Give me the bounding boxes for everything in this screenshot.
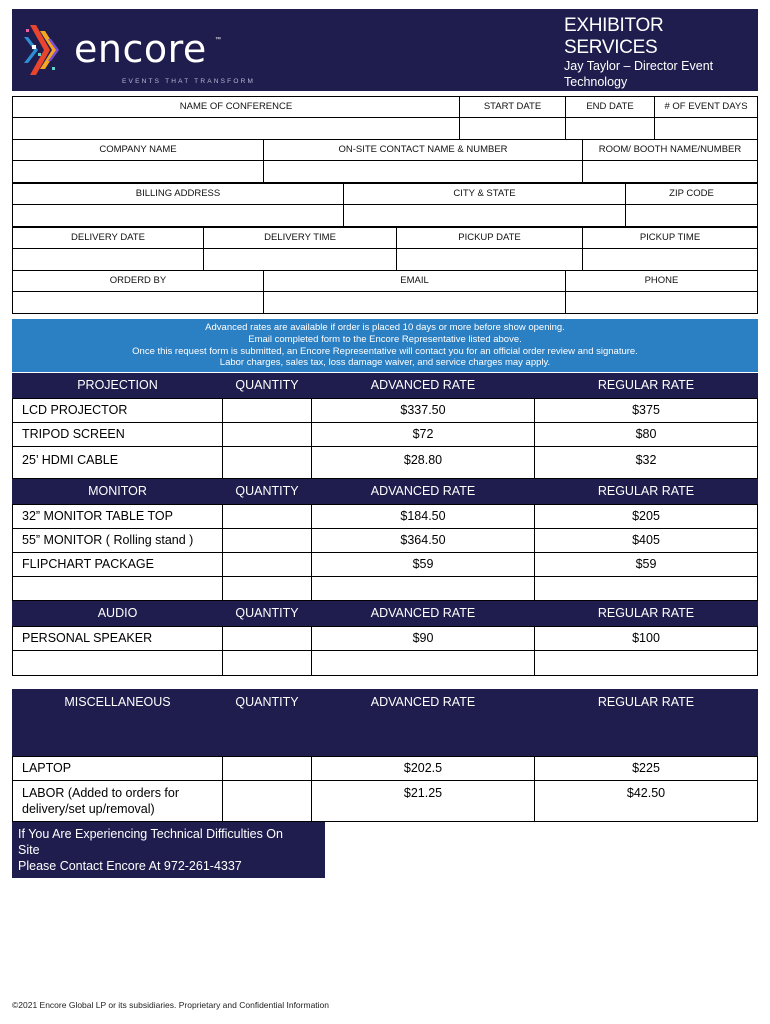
item-name: [12, 780, 223, 822]
contact-name: Jay Taylor – Director Event: [564, 59, 714, 73]
input-billing-address[interactable]: [12, 204, 344, 227]
col-regular-rate: REGULAR RATE: [534, 479, 758, 504]
table-row: [12, 552, 758, 577]
notice-line-2: Email completed form to the Encore Representative listed above.: [248, 333, 522, 345]
contact-email[interactable]: Jay.taylor@encoreglobal.com: [564, 90, 728, 104]
input-company-name[interactable]: [12, 160, 264, 183]
advanced-rate-value: $21.25: [311, 780, 535, 822]
table-row: [12, 626, 758, 651]
quantity-input[interactable]: [222, 504, 312, 529]
advanced-rate-value: $72: [311, 422, 535, 447]
item-name-empty[interactable]: [12, 650, 223, 676]
section-title-miscellaneous: MISCELLANEOUS: [12, 689, 223, 757]
input-pickup-date[interactable]: [396, 248, 583, 271]
label-start-date: START DATE: [459, 96, 566, 118]
quantity-input[interactable]: [222, 780, 312, 822]
label-company-name: COMPANY NAME: [12, 139, 264, 161]
input-event-days[interactable]: [654, 117, 758, 140]
table-header-row: [12, 689, 758, 757]
advanced-rate-value: $202.5: [311, 756, 535, 781]
advanced-rate-value: $28.80: [311, 446, 535, 479]
input-name-of-conference[interactable]: [12, 117, 460, 140]
section-title-audio: AUDIO: [12, 601, 223, 626]
quantity-input[interactable]: [222, 756, 312, 781]
notice-line-4: Labor charges, sales tax, loss damage waiver, and service charges may apply.: [219, 357, 551, 369]
regular-rate-value: $59: [534, 552, 758, 577]
quantity-input[interactable]: [222, 626, 312, 651]
col-quantity: QUANTITY: [222, 689, 312, 757]
input-ordered-by[interactable]: [12, 291, 264, 314]
brand-tagline: EVENTS THAT TRANSFORM: [122, 78, 256, 85]
quantity-input[interactable]: [222, 552, 312, 577]
support-line-1: If You Are Experiencing Technical Difficulties On: [18, 827, 283, 841]
label-city-state: CITY & STATE: [343, 183, 626, 205]
quantity-input[interactable]: [222, 446, 312, 479]
item-name: LCD PROJECTOR: [12, 398, 223, 423]
item-name: 25’ HDMI CABLE: [12, 446, 223, 479]
header-banner: [12, 9, 758, 104]
col-advanced-rate: ADVANCED RATE: [311, 689, 535, 757]
item-name-line-1: LABOR (Added to orders for: [22, 786, 180, 800]
table-header-row: [12, 479, 758, 504]
advanced-rate-empty: [311, 576, 535, 601]
label-end-date: END DATE: [565, 96, 655, 118]
table-row: [12, 528, 758, 553]
table-header-row: [12, 373, 758, 398]
technical-support-box: [12, 822, 325, 878]
table-row: [12, 756, 758, 781]
label-room-booth: ROOM/ BOOTH NAME/NUMBER: [582, 139, 758, 161]
col-advanced-rate: ADVANCED RATE: [311, 601, 535, 626]
brand-name: encore: [74, 27, 207, 71]
item-name-line-2: delivery/set up/removal): [22, 802, 155, 816]
regular-rate-value: $42.50: [534, 780, 758, 822]
input-city-state[interactable]: [343, 204, 626, 227]
item-name: LAPTOP: [12, 756, 223, 781]
quantity-input[interactable]: [222, 528, 312, 553]
table-row: [12, 398, 758, 423]
regular-rate-value: $80: [534, 422, 758, 447]
input-email[interactable]: [263, 291, 566, 314]
input-zip-code[interactable]: [625, 204, 758, 227]
encore-logo: [22, 23, 262, 87]
notice-line-3: Once this request form is submitted, an Encore Representative will contact you for an official order review and signature.: [132, 345, 638, 357]
encore-logo-icon: [22, 23, 72, 77]
input-pickup-time[interactable]: [582, 248, 758, 271]
item-name-empty[interactable]: [12, 576, 223, 601]
col-advanced-rate: ADVANCED RATE: [311, 479, 535, 504]
col-quantity: QUANTITY: [222, 601, 312, 626]
col-regular-rate: REGULAR RATE: [534, 373, 758, 398]
label-delivery-date: DELIVERY DATE: [12, 227, 204, 249]
label-email: EMAIL: [263, 270, 566, 292]
input-room-booth[interactable]: [582, 160, 758, 183]
label-delivery-time: DELIVERY TIME: [203, 227, 397, 249]
regular-rate-value: $205: [534, 504, 758, 529]
table-row-empty: [12, 650, 758, 676]
item-name: FLIPCHART PACKAGE: [12, 552, 223, 577]
item-name: PERSONAL SPEAKER: [12, 626, 223, 651]
section-title-projection: PROJECTION: [12, 373, 223, 398]
table-header-row: [12, 601, 758, 626]
advanced-rate-value: $337.50: [311, 398, 535, 423]
regular-rate-empty: [534, 650, 758, 676]
input-end-date[interactable]: [565, 117, 655, 140]
footer-copyright: ©2021 Encore Global LP or its subsidiaries. Proprietary and Confidential Information: [12, 1000, 329, 1010]
header-contact-block: [564, 15, 754, 106]
regular-rate-empty: [534, 576, 758, 601]
quantity-input[interactable]: [222, 650, 312, 676]
advanced-rate-value: $59: [311, 552, 535, 577]
table-row: [12, 422, 758, 447]
input-phone[interactable]: [565, 291, 758, 314]
table-row-empty: [12, 576, 758, 601]
col-advanced-rate: ADVANCED RATE: [311, 373, 535, 398]
advanced-rate-value: $90: [311, 626, 535, 651]
advanced-rates-notice: [12, 319, 758, 372]
label-name-of-conference: NAME OF CONFERENCE: [12, 96, 460, 118]
input-delivery-time[interactable]: [203, 248, 397, 271]
page-title: EXHIBITOR SERVICES: [564, 15, 664, 58]
contact-role: Technology: [564, 74, 628, 89]
support-phone[interactable]: Please Contact Encore At 972-261-4337: [18, 859, 242, 873]
label-pickup-date: PICKUP DATE: [396, 227, 583, 249]
support-line-2: Site: [18, 843, 40, 857]
brand-trademark: ™: [215, 37, 221, 43]
input-delivery-date[interactable]: [12, 248, 204, 271]
label-onsite-contact: ON-SITE CONTACT NAME & NUMBER: [263, 139, 583, 161]
item-name: 32” MONITOR TABLE TOP: [12, 504, 223, 529]
table-row: [12, 780, 758, 822]
regular-rate-value: $100: [534, 626, 758, 651]
advanced-rate-value: $364.50: [311, 528, 535, 553]
label-billing-address: BILLING ADDRESS: [12, 183, 344, 205]
label-zip-code: ZIP CODE: [625, 183, 758, 205]
table-row: [12, 504, 758, 529]
item-name: TRIPOD SCREEN: [12, 422, 223, 447]
item-name: 55” MONITOR ( Rolling stand ): [12, 528, 223, 553]
regular-rate-value: $375: [534, 398, 758, 423]
notice-line-1: Advanced rates are available if order is placed 10 days or more before show opening.: [205, 322, 565, 333]
input-start-date[interactable]: [459, 117, 566, 140]
regular-rate-value: $225: [534, 756, 758, 781]
regular-rate-value: $32: [534, 446, 758, 479]
label-event-days: # OF EVENT DAYS: [654, 96, 758, 118]
advanced-rate-empty: [311, 650, 535, 676]
quantity-input[interactable]: [222, 422, 312, 447]
label-phone: PHONE: [565, 270, 758, 292]
table-row: [12, 446, 758, 479]
label-ordered-by: ORDERD BY: [12, 270, 264, 292]
regular-rate-value: $405: [534, 528, 758, 553]
input-onsite-contact[interactable]: [263, 160, 583, 183]
advanced-rate-value: $184.50: [311, 504, 535, 529]
section-title-monitor: MONITOR: [12, 479, 223, 504]
quantity-input[interactable]: [222, 576, 312, 601]
col-quantity: QUANTITY: [222, 373, 312, 398]
col-quantity: QUANTITY: [222, 479, 312, 504]
col-regular-rate: REGULAR RATE: [534, 601, 758, 626]
col-regular-rate: REGULAR RATE: [534, 689, 758, 757]
quantity-input[interactable]: [222, 398, 312, 423]
label-pickup-time: PICKUP TIME: [582, 227, 758, 249]
